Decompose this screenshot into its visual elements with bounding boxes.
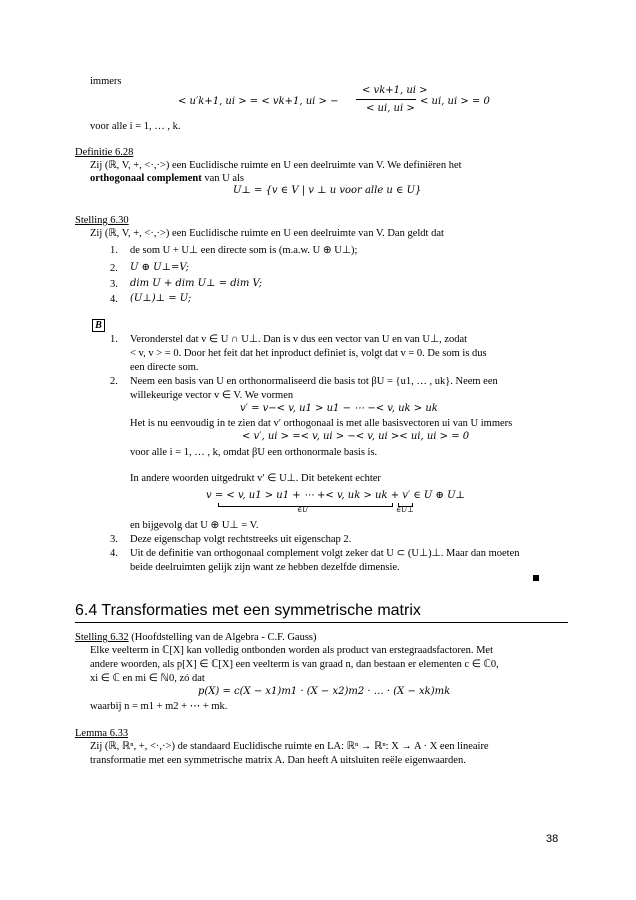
equation-rhs: < ui, ui > = 0 xyxy=(420,96,490,107)
qed-square-icon xyxy=(533,575,539,581)
underbrace-u-label: ∈U xyxy=(297,506,309,514)
theorem-632-line2: andere woorden, als p[X] ∈ ℂ[X] een veelterm is van graad n, dan bestaan er elementen c ∈ ℂ0, xyxy=(90,659,499,670)
definition-line2 xyxy=(90,172,244,185)
proof-box-icon: B xyxy=(92,319,105,332)
proof-item-num: 2. xyxy=(110,376,118,387)
proof-p2-line2: willekeurige vector v ∈ V. We vormen xyxy=(130,390,294,401)
theorem-632-formula: p(X) = c(X − x1)m1 · (X − x2)m2 · … · (X − xk)mk xyxy=(198,686,451,697)
proof-p2-eq1: v′ = v−< v, u1 > u1 − ⋯ −< v, uk > uk xyxy=(240,403,438,414)
theorem-item: U ⊕ U⊥=V; xyxy=(130,262,189,273)
proof-p4-line2: beide deelruimten gelijk zijn want ze hebben dezelfde dimensie. xyxy=(130,562,400,573)
lemma-line2: transformatie met een symmetrische matrix A. Dan heeft A uitsluiten reële eigenwaarden. xyxy=(90,755,466,766)
lemma-line1: Zij (ℝ, ℝⁿ, +, <·,·>) de standaard Euclidische ruimte en LA: ℝⁿ → ℝⁿ: X → A · X een lineaire xyxy=(90,741,489,752)
proof-p2-line3: Het is nu eenvoudig in te zien dat v′ orthogonaal is met alle basisvectoren ui van U immers xyxy=(130,418,513,429)
proof-p2-line4: voor alle i = 1, … , k, omdat βU een orthonormale basis is. xyxy=(130,447,378,458)
definition-formula: U⊥ = {v ∈ V | v ⊥ u voor alle u ∈ U} xyxy=(233,185,422,196)
section-title: 6.4 Transformaties met een symmetrische matrix xyxy=(75,602,421,619)
equation-lhs: < u′k+1, ui > = < vk+1, ui > − xyxy=(178,96,339,107)
page-number: 38 xyxy=(546,833,559,845)
definition-bold-term: orthogonaal complement xyxy=(90,173,202,184)
theorem-item-num: 4. xyxy=(110,294,118,305)
theorem-heading: Stelling 6.30 xyxy=(75,215,129,226)
definition-line1: Zij (ℝ, V, +, <·,·>) een Euclidische ruimte en U een deelruimte van V. We definiëren het xyxy=(90,160,462,171)
theorem-item: de som U + U⊥ een directe som is (m.a.w. U ⊕ U⊥); xyxy=(130,245,358,256)
proof-item-num: 1. xyxy=(110,334,118,345)
theorem-item-num: 2. xyxy=(110,263,118,274)
theorem-632-line3: xi ∈ ℂ en mi ∈ ℕ0, zó dat xyxy=(90,673,205,684)
theorem-item-num: 1. xyxy=(110,245,118,256)
proof-item-num: 3. xyxy=(110,534,118,545)
lemma-heading: Lemma 6.33 xyxy=(75,728,129,739)
proof-p2-line6: en bijgevolg dat U ⊕ U⊥ = V. xyxy=(130,520,259,531)
proof-p1-line2: < v, v > = 0. Door het feit dat het inproduct definiet is, volgt dat v = 0. De som is dus xyxy=(130,348,487,359)
section-underline xyxy=(75,622,568,623)
theorem-632-line4: waarbij n = m1 + m2 + ⋯ + mk. xyxy=(90,701,228,712)
theorem-item: (U⊥)⊥ = U; xyxy=(130,293,192,304)
theorem-632-heading: Stelling 6.32 xyxy=(75,632,129,643)
definition-line2-rest: van U als xyxy=(201,173,244,184)
underbrace-uperp-label: ∈U⊥ xyxy=(396,506,414,514)
proof-p1-line3: een directe som. xyxy=(130,362,199,373)
theorem-632-heading-line xyxy=(75,631,317,644)
text-voor-alle: voor alle i = 1, … , k. xyxy=(90,121,181,132)
theorem-line1: Zij (ℝ, V, +, <·,·>) een Euclidische ruimte en U een deelruimte van V. Dan geldt dat xyxy=(90,228,444,239)
proof-p2-eq3: v = < v, u1 > u1 + ⋯ +< v, uk > uk + v′ ∈ U ⊕ U⊥ xyxy=(206,490,465,501)
theorem-item: dim U + dim U⊥ = dim V; xyxy=(130,278,263,289)
proof-p4-line1: Uit de definitie van orthogonaal complement volgt zeker dat U ⊂ (U⊥)⊥. Maar dan moeten xyxy=(130,548,520,559)
proof-p2-line1: Neem een basis van U en orthonormaliseerd die basis tot βU = {u1, … , uk}. Neem een xyxy=(130,376,498,387)
proof-item-num: 4. xyxy=(110,548,118,559)
fraction-numerator: < vk+1, ui > xyxy=(362,85,428,96)
proof-p1-line1: Veronderstel dat v ∈ U ∩ U⊥. Dan is v dus een vector van U en van U⊥, zodat xyxy=(130,334,468,345)
theorem-632-heading-rest: (Hoofdstelling van de Algebra - C.F. Gauss) xyxy=(128,632,317,643)
fraction-denominator: < ui, ui > xyxy=(366,103,415,114)
theorem-item-num: 3. xyxy=(110,279,118,290)
definition-heading: Definitie 6.28 xyxy=(75,147,134,158)
theorem-632-line1: Elke veelterm in ℂ[X] kan volledig ontbonden worden als product van erstegraadsfactoren. Met xyxy=(90,645,493,656)
proof-p3-text: Deze eigenschap volgt rechtstreeks uit eigenschap 2. xyxy=(130,534,352,545)
proof-p2-line5: In andere woorden uitgedrukt v′ ∈ U⊥. Dit betekent echter xyxy=(130,473,381,484)
proof-p2-eq2: < v′, ui > =< v, ui > −< v, ui >< ui, ui > = 0 xyxy=(242,431,470,442)
fraction-line xyxy=(356,99,416,100)
text-immers: immers xyxy=(90,76,122,87)
